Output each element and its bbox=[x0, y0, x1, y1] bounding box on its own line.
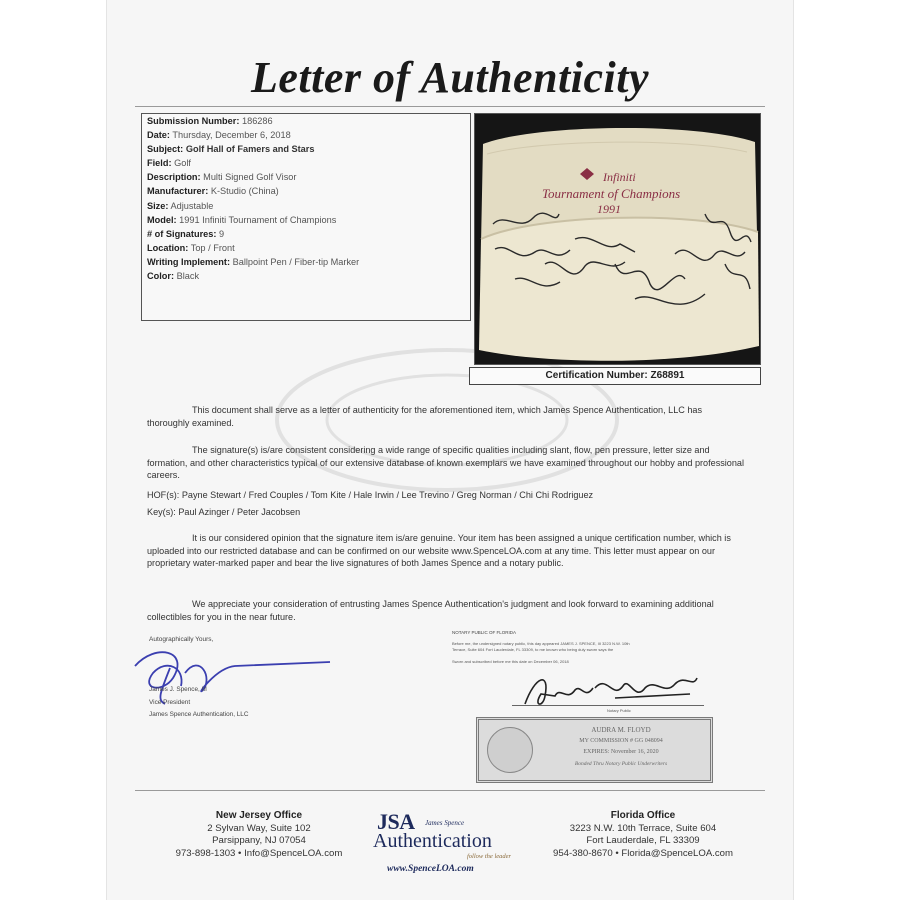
top-divider bbox=[135, 106, 765, 107]
notary-text-line-1: Before me, the undersigned notary public, this day appeared JAMES J. SPENCE, III 3223 N.W. 10th bbox=[452, 641, 630, 646]
notary-header: NOTARY PUBLIC OF FLORIDA bbox=[452, 630, 517, 635]
hof-signers: HOF(s): Payne Stewart / Fred Couples / Tom Kite / Hale Irwin / Lee Trevino / Greg Norman / Chi Chi Rodriguez bbox=[147, 490, 594, 500]
bottom-divider bbox=[135, 790, 765, 791]
spec-row-date: Date: Thursday, December 6, 2018 bbox=[147, 130, 291, 141]
spec-row-model: Model: 1991 Infiniti Tournament of Champions bbox=[147, 214, 337, 225]
seal-expiration: EXPIRES: November 16, 2020 bbox=[583, 749, 659, 755]
spec-row-manufacturer: Manufacturer: K-Studio (China) bbox=[147, 186, 279, 197]
visor-event-text: Tournament of Champions bbox=[542, 186, 681, 201]
state-seal-icon bbox=[487, 727, 533, 773]
page-title: Letter of Authenticity bbox=[251, 53, 649, 102]
fl-office-address-2: Fort Lauderdale, FL 33309 bbox=[586, 835, 700, 846]
spec-row-description: Description: Multi Signed Golf Visor bbox=[147, 172, 297, 183]
paragraph-intro: This document shall serve as a letter of authenticity for the aforementioned item, which James Spence Authentication, LLC has thoroughly examined. bbox=[147, 405, 703, 428]
seal-notary-name: AUDRA M. FLOYD bbox=[591, 726, 651, 734]
notary-signature bbox=[515, 666, 705, 714]
spec-row-signature-count: # of Signatures: 9 bbox=[147, 228, 225, 239]
spec-row-size: Size: Adjustable bbox=[147, 200, 214, 211]
notary-seal bbox=[476, 717, 713, 783]
item-specs-table bbox=[141, 113, 471, 321]
fl-office bbox=[543, 810, 743, 860]
notary-signature-line bbox=[512, 705, 704, 706]
notary-text-line-3: Sworn and subscribed before me this date on December 06, 2018 bbox=[452, 659, 569, 664]
jsa-logo-name: James Spence bbox=[425, 819, 465, 827]
spec-row-location: Location: Top / Front bbox=[147, 242, 235, 253]
spence-signature bbox=[115, 638, 335, 708]
key-signers: Key(s): Paul Azinger / Peter Jacobsen bbox=[147, 507, 301, 517]
notary-caption: Notary Public bbox=[607, 708, 631, 713]
fl-office-heading: Florida Office bbox=[610, 810, 676, 821]
closing-salutation: Autographically Yours, bbox=[149, 636, 214, 643]
spec-row-field: Field: Golf bbox=[147, 158, 191, 169]
spec-row-submission-number: Submission Number: 186286 bbox=[147, 116, 273, 126]
paragraph-analysis: The signature(s) is/are consistent considering a wide range of specific qualities including slant, flow, pen pressure, letter size and formation, and other characteristics typical of our extensive database of known exemplars we have examined throughout our hobby and professional careers. bbox=[147, 445, 744, 481]
nj-office-contact: 973-898-1303 • Info@SpenceLOA.com bbox=[175, 847, 343, 859]
nj-office-heading: New Jersey Office bbox=[215, 810, 303, 821]
nj-office-address-1: 2 Sylvan Way, Suite 102 bbox=[207, 822, 311, 834]
spec-row-color: Color: Black bbox=[147, 271, 200, 282]
nj-office bbox=[159, 810, 359, 860]
fl-office-contact: 954-380-8670 • Florida@SpenceLOA.com bbox=[552, 847, 734, 859]
signer-company: James Spence Authentication, LLC bbox=[149, 711, 249, 718]
paragraph-opinion: It is our considered opinion that the signature item is/are genuine. Your item has been assigned a unique certification number, which is uploaded into our restricted database and can be confirmed on our website www.SpenceLOA.com at any time. This letter must appear on our proprietary water-marked paper and bear the live signatures of both James Spence and a notary public. bbox=[147, 533, 731, 569]
nj-office-address-2: Parsippany, NJ 07054 bbox=[212, 835, 306, 846]
jsa-logo-mark: JSA bbox=[377, 809, 415, 834]
spec-row-subject: Subject: Golf Hall of Famers and Stars bbox=[147, 144, 315, 155]
signer-title: Vice President bbox=[149, 699, 191, 706]
fl-office-address-1: 3223 N.W. 10th Terrace, Suite 604 bbox=[569, 822, 717, 834]
jsa-logo bbox=[373, 809, 527, 881]
item-photo bbox=[474, 113, 761, 365]
signer-name: James J. Spence, III bbox=[149, 686, 207, 693]
paragraph-closing: We appreciate your consideration of entrusting James Spence Authentication's judgment and look forward to examining additional collectibles for you in the near future. bbox=[147, 599, 714, 622]
visor-year-text: 1991 bbox=[597, 202, 621, 216]
seal-bonded: Bonded Thru Notary Public Underwriters bbox=[574, 761, 668, 767]
notary-text-line-2: Terrace, Suite 604 Fort Lauderdale, FL 33309, to me known who being duly sworn says the bbox=[452, 647, 614, 652]
jsa-logo-authentication: Authentication bbox=[373, 830, 492, 852]
signed-visor-image bbox=[475, 114, 760, 364]
certification-number: Certification Number: Z68891 bbox=[469, 367, 761, 385]
jsa-logo-tagline: follow the leader bbox=[467, 853, 512, 860]
jsa-website: www.SpenceLOA.com bbox=[387, 864, 474, 874]
letter-page bbox=[107, 0, 793, 900]
seal-commission: MY COMMISSION # GG 048094 bbox=[579, 738, 663, 744]
spec-row-writing-implement: Writing Implement: Ballpoint Pen / Fiber-tip Marker bbox=[147, 256, 360, 267]
visor-brand-text: Infiniti bbox=[603, 170, 636, 184]
